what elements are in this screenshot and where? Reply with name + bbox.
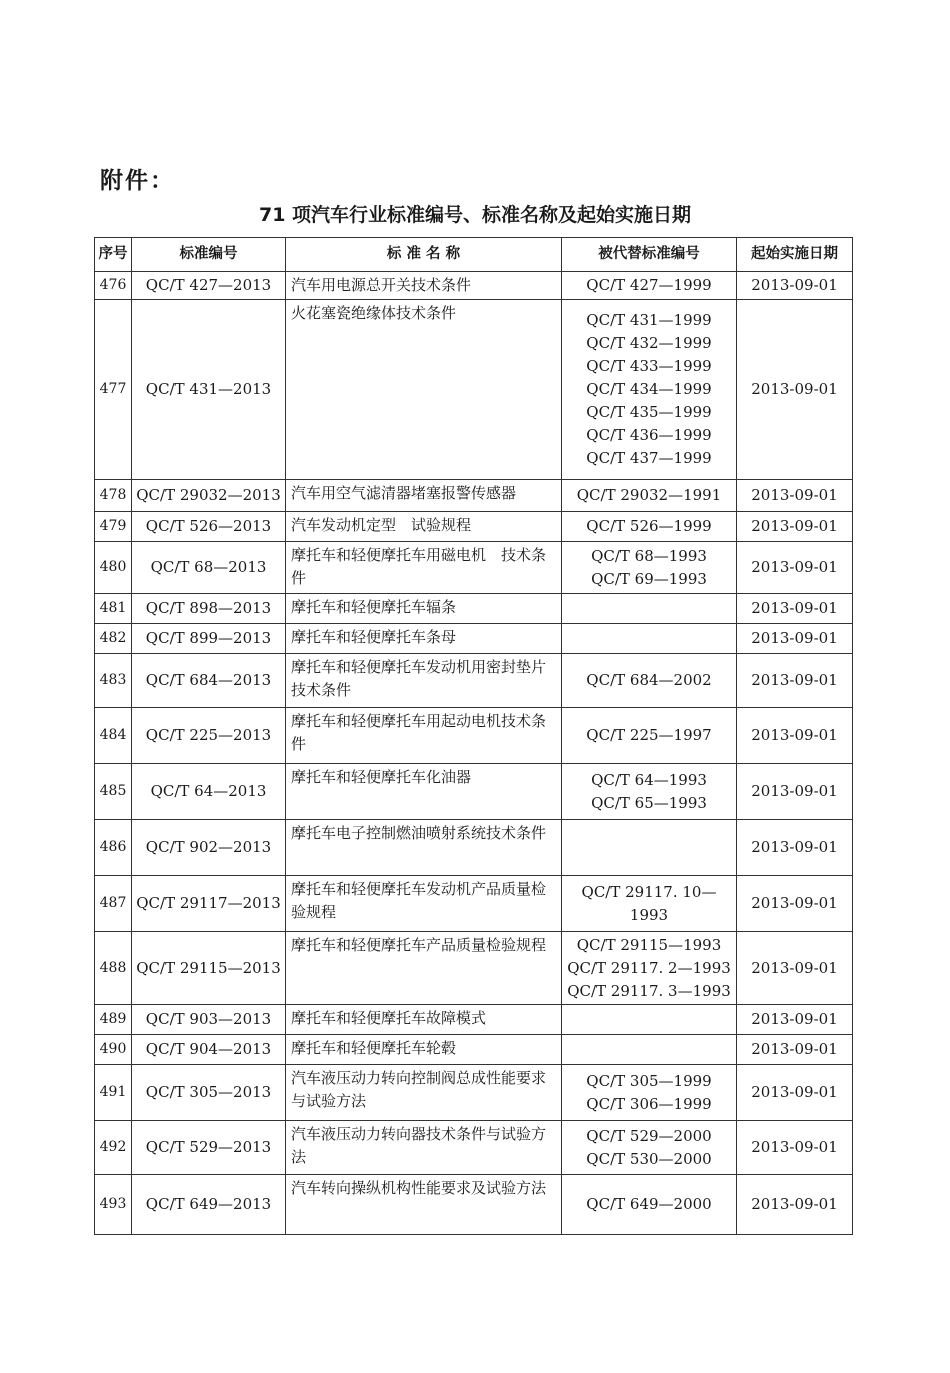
standard-code-cell: QC/T 904—2013 [132, 1035, 286, 1065]
replaced-standard-cell [562, 1005, 737, 1035]
replaced-standard-cell [562, 764, 737, 820]
standard-name-cell: 摩托车和轻便摩托车化油器 [286, 764, 562, 820]
header-effective-date: 起始实施日期 [737, 238, 853, 272]
standard-name-cell: 摩托车和轻便摩托车辐条 [286, 594, 562, 624]
replaced-standard-code: QC/T 305—1999 [586, 1071, 712, 1090]
table-row [95, 1035, 853, 1065]
header-serial: 序号 [95, 238, 132, 272]
replaced-standard-cell [562, 654, 737, 708]
replaced-standard-cell [562, 708, 737, 764]
serial-number-cell: 478 [95, 480, 132, 512]
table-row [95, 624, 853, 654]
standard-name-cell: 汽车发动机定型 试验规程 [286, 512, 562, 542]
table-row [95, 480, 853, 512]
effective-date-cell: 2013-09-01 [737, 764, 853, 820]
serial-number-cell: 482 [95, 624, 132, 654]
header-standard-name: 标 准 名 称 [286, 238, 562, 272]
standard-code-cell: QC/T 29115—2013 [132, 932, 286, 1005]
effective-date-cell: 2013-09-01 [737, 820, 853, 876]
serial-number-cell: 487 [95, 876, 132, 932]
serial-number-cell: 476 [95, 272, 132, 300]
standard-code-cell: QC/T 898—2013 [132, 594, 286, 624]
serial-number-cell: 481 [95, 594, 132, 624]
effective-date-cell: 2013-09-01 [737, 1175, 853, 1235]
serial-number-cell: 485 [95, 764, 132, 820]
table-row [95, 272, 853, 300]
table-body [95, 272, 853, 1235]
standard-code-cell: QC/T 649—2013 [132, 1175, 286, 1235]
standard-code-cell: QC/T 902—2013 [132, 820, 286, 876]
table-row [95, 1175, 853, 1235]
effective-date-cell: 2013-09-01 [737, 300, 853, 480]
replaced-standard-code: QC/T 29117. 10—1993 [581, 882, 717, 924]
effective-date-cell: 2013-09-01 [737, 876, 853, 932]
standard-name-cell: 汽车液压动力转向控制阀总成性能要求与试验方法 [286, 1065, 562, 1121]
standard-name-cell: 摩托车电子控制燃油喷射系统技术条件 [286, 820, 562, 876]
table-row [95, 820, 853, 876]
replaced-standard-cell [562, 624, 737, 654]
replaced-standard-code: QC/T 225—1997 [586, 726, 712, 744]
replaced-standard-cell [562, 300, 737, 480]
replaced-standard-code: QC/T 436—1999 [586, 426, 712, 444]
standard-name-cell: 摩托车和轻便摩托车故障模式 [286, 1005, 562, 1035]
serial-number-cell: 493 [95, 1175, 132, 1235]
header-standard-code: 标准编号 [132, 238, 286, 272]
effective-date-cell: 2013-09-01 [737, 708, 853, 764]
effective-date-cell: 2013-09-01 [737, 542, 853, 594]
standard-code-cell: QC/T 68—2013 [132, 542, 286, 594]
serial-number-cell: 490 [95, 1035, 132, 1065]
replaced-standard-cell [562, 1065, 737, 1121]
effective-date-cell: 2013-09-01 [737, 1005, 853, 1035]
table-row [95, 932, 853, 1005]
replaced-standard-cell [562, 542, 737, 594]
serial-number-cell: 483 [95, 654, 132, 708]
table-row [95, 542, 853, 594]
effective-date-cell: 2013-09-01 [737, 1065, 853, 1121]
standards-table [94, 237, 853, 1235]
effective-date-cell: 2013-09-01 [737, 624, 853, 654]
replaced-standard-code: QC/T 530—2000 [586, 1149, 712, 1168]
standard-code-cell: QC/T 903—2013 [132, 1005, 286, 1035]
standard-code-cell: QC/T 526—2013 [132, 512, 286, 542]
header-replaced-standard: 被代替标准编号 [562, 238, 737, 272]
replaced-standard-code: QC/T 684—2002 [586, 671, 712, 689]
replaced-standard-code: QC/T 434—1999 [586, 380, 712, 398]
standard-name-cell: 汽车转向操纵机构性能要求及试验方法 [286, 1175, 562, 1235]
table-row [95, 654, 853, 708]
replaced-standard-cell [562, 512, 737, 542]
effective-date-cell: 2013-09-01 [737, 272, 853, 300]
standard-name-cell: 摩托车和轻便摩托车发动机用密封垫片技术条件 [286, 654, 562, 708]
table-row [95, 1065, 853, 1121]
replaced-standard-code: QC/T 437—1999 [586, 449, 712, 467]
standard-code-cell: QC/T 225—2013 [132, 708, 286, 764]
replaced-standard-code: QC/T 431—1999 [586, 311, 712, 329]
replaced-standard-cell [562, 272, 737, 300]
replaced-standard-code: QC/T 29115—1993 [576, 935, 722, 954]
replaced-standard-code: QC/T 29117. 2—1993 [567, 958, 731, 977]
standard-name-cell: 摩托车和轻便摩托车发动机产品质量检验规程 [286, 876, 562, 932]
serial-number-cell: 488 [95, 932, 132, 1005]
replaced-standard-code: QC/T 526—1999 [586, 517, 712, 535]
serial-number-cell: 492 [95, 1121, 132, 1175]
replaced-standard-code: QC/T 433—1999 [586, 357, 712, 375]
standard-name-cell: 摩托车和轻便摩托车条母 [286, 624, 562, 654]
table-row [95, 300, 853, 480]
standard-code-cell: QC/T 899—2013 [132, 624, 286, 654]
standard-name-cell: 汽车液压动力转向器技术条件与试验方法 [286, 1121, 562, 1175]
standard-code-cell: QC/T 64—2013 [132, 764, 286, 820]
replaced-standard-code: QC/T 64—1993 [591, 770, 707, 789]
serial-number-cell: 489 [95, 1005, 132, 1035]
serial-number-cell: 484 [95, 708, 132, 764]
replaced-standard-cell [562, 820, 737, 876]
replaced-standard-code: QC/T 435—1999 [586, 403, 712, 421]
standard-code-cell: QC/T 29117—2013 [132, 876, 286, 932]
replaced-standard-cell [562, 876, 737, 932]
standard-code-cell: QC/T 29032—2013 [132, 480, 286, 512]
serial-number-cell: 477 [95, 300, 132, 480]
replaced-standard-code: QC/T 306—1999 [586, 1094, 712, 1113]
replaced-standard-code: QC/T 69—1993 [591, 569, 707, 588]
replaced-standard-code: QC/T 529—2000 [586, 1126, 712, 1145]
replaced-standard-code: QC/T 29117. 3—1993 [567, 981, 731, 1000]
table-row [95, 764, 853, 820]
table-row [95, 512, 853, 542]
standard-name-cell: 汽车用电源总开关技术条件 [286, 272, 562, 300]
serial-number-cell: 480 [95, 542, 132, 594]
effective-date-cell: 2013-09-01 [737, 1121, 853, 1175]
effective-date-cell: 2013-09-01 [737, 932, 853, 1005]
standard-code-cell: QC/T 305—2013 [132, 1065, 286, 1121]
standard-code-cell: QC/T 684—2013 [132, 654, 286, 708]
attachment-label: 附件： [100, 168, 175, 194]
replaced-standard-code: QC/T 649—2000 [586, 1195, 712, 1213]
replaced-standard-cell [562, 1035, 737, 1065]
serial-number-cell: 486 [95, 820, 132, 876]
effective-date-cell: 2013-09-01 [737, 480, 853, 512]
standard-code-cell: QC/T 427—2013 [132, 272, 286, 300]
replaced-standard-cell [562, 932, 737, 1005]
effective-date-cell: 2013-09-01 [737, 512, 853, 542]
replaced-standard-cell [562, 594, 737, 624]
table-row [95, 1121, 853, 1175]
effective-date-cell: 2013-09-01 [737, 594, 853, 624]
replaced-standard-code: QC/T 427—1999 [586, 276, 712, 294]
serial-number-cell: 479 [95, 512, 132, 542]
table-row [95, 708, 853, 764]
document-title: 71 项汽车行业标准编号、标准名称及起始实施日期 [258, 204, 692, 226]
effective-date-cell: 2013-09-01 [737, 1035, 853, 1065]
standard-name-cell: 摩托车和轻便摩托车轮毂 [286, 1035, 562, 1065]
replaced-standard-cell [562, 1175, 737, 1235]
standard-name-cell: 摩托车和轻便摩托车用磁电机 技术条件 [286, 542, 562, 594]
standard-code-cell: QC/T 431—2013 [132, 300, 286, 480]
standard-name-cell: 摩托车和轻便摩托车产品质量检验规程 [286, 932, 562, 1005]
table-row [95, 1005, 853, 1035]
standard-name-cell: 火花塞瓷绝缘体技术条件 [286, 300, 562, 480]
effective-date-cell: 2013-09-01 [737, 654, 853, 708]
serial-number-cell: 491 [95, 1065, 132, 1121]
standard-code-cell: QC/T 529—2013 [132, 1121, 286, 1175]
replaced-standard-cell [562, 480, 737, 512]
standard-name-cell: 汽车用空气滤清器堵塞报警传感器 [286, 480, 562, 512]
table-header-row [95, 238, 853, 272]
table-row [95, 594, 853, 624]
replaced-standard-cell [562, 1121, 737, 1175]
replaced-standard-code: QC/T 65—1993 [591, 793, 707, 812]
replaced-standard-code: QC/T 29032—1991 [576, 486, 722, 504]
replaced-standard-code: QC/T 68—1993 [591, 546, 707, 565]
table-row [95, 876, 853, 932]
replaced-standard-code: QC/T 432—1999 [586, 334, 712, 352]
standard-name-cell: 摩托车和轻便摩托车用起动电机技术条件 [286, 708, 562, 764]
